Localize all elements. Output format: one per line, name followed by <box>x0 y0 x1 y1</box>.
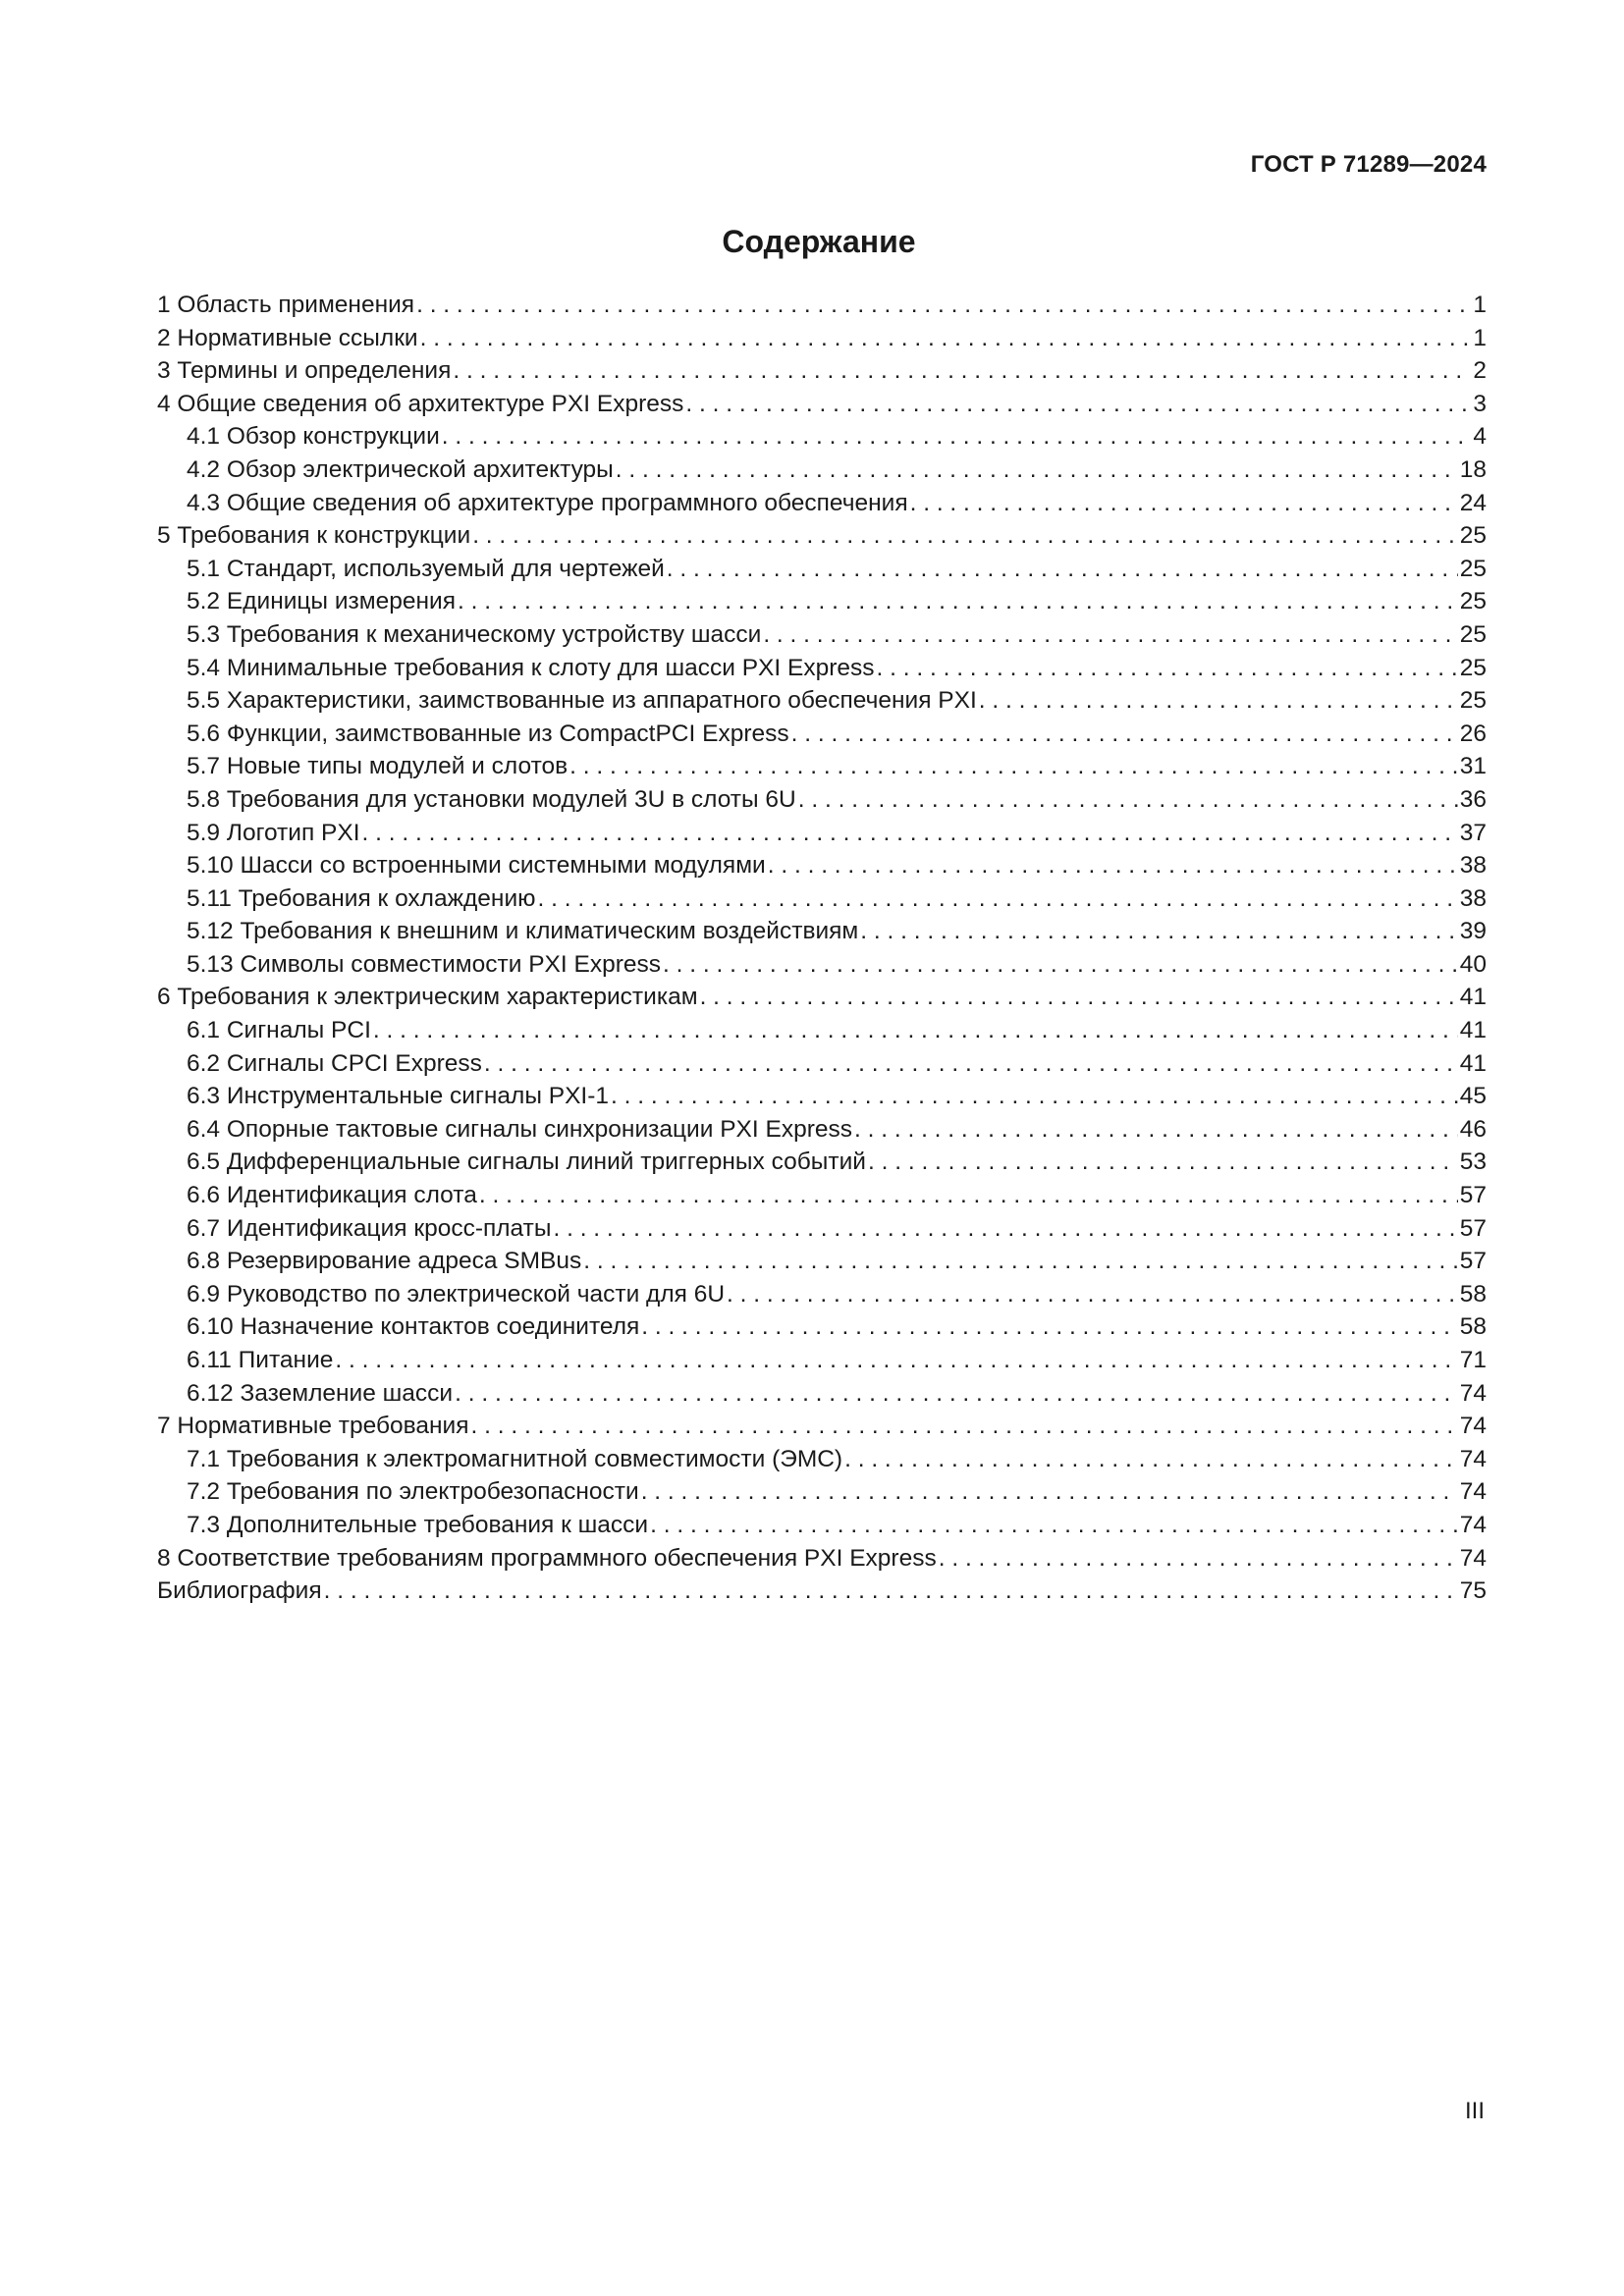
toc-dot-leader <box>667 553 1458 586</box>
toc-entry-label: 8 Соответствие требованиям программного обеспечения PXI Express <box>157 1544 937 1572</box>
toc-entry-page: 57 <box>1459 1182 1487 1209</box>
toc-dot-leader <box>798 783 1458 817</box>
toc-dot-leader <box>611 1080 1458 1113</box>
toc-entry[interactable] <box>157 1179 1487 1212</box>
toc-entry[interactable] <box>157 849 1487 882</box>
toc-entry-label: 5.7 Новые типы модулей и слотов <box>187 753 568 780</box>
toc-entry[interactable] <box>157 618 1487 652</box>
toc-entry[interactable] <box>157 783 1487 817</box>
toc-dot-leader <box>650 1509 1458 1542</box>
toc-entry-label: 5.3 Требования к механическому устройству шасси <box>187 620 762 648</box>
toc-entry-label: 6.11 Питание <box>187 1347 334 1373</box>
toc-entry-page: 39 <box>1459 918 1487 945</box>
toc-entry[interactable] <box>157 354 1487 388</box>
toc-entry[interactable] <box>157 553 1487 586</box>
toc-entry[interactable] <box>157 1245 1487 1278</box>
toc-entry-page: 38 <box>1459 852 1487 880</box>
toc-entry[interactable] <box>157 981 1487 1014</box>
toc-entry[interactable] <box>157 1509 1487 1542</box>
toc-entry[interactable] <box>157 1443 1487 1476</box>
toc-dot-leader <box>700 981 1458 1014</box>
toc-entry-label: 5.13 Символы совместимости PXI Express <box>187 950 662 978</box>
toc-dot-leader <box>455 1377 1458 1411</box>
toc-entry[interactable] <box>157 948 1487 982</box>
toc-entry-label: 5.2 Единицы измерения <box>187 588 456 615</box>
toc-dot-leader <box>854 1113 1458 1147</box>
toc-entry-page: 25 <box>1459 555 1487 582</box>
toc-entry-page: 25 <box>1459 620 1487 648</box>
toc-entry-label: 5.4 Минимальные требования к слоту для шасси PXI Express <box>187 654 875 681</box>
toc-entry-page: 53 <box>1459 1148 1487 1176</box>
toc-entry-label: 6.2 Сигналы CPCI Express <box>187 1049 482 1077</box>
toc-dot-leader <box>868 1146 1458 1179</box>
toc-entry[interactable] <box>157 1542 1487 1575</box>
toc-dot-leader <box>442 420 1472 454</box>
toc-entry-label: 5 Требования к конструкции <box>157 522 471 550</box>
toc-entry-page: 41 <box>1459 1017 1487 1044</box>
toc-entry-page: 74 <box>1459 1544 1487 1572</box>
toc-entry-label: 6.6 Идентификация слота <box>187 1182 477 1209</box>
toc-entry-label: 4.1 Обзор конструкции <box>187 423 440 451</box>
toc-entry[interactable] <box>157 388 1487 421</box>
toc-entry-label: 7.1 Требования к электромагнитной совместимости (ЭМС) <box>187 1445 843 1472</box>
toc-dot-leader <box>569 750 1458 783</box>
toc-dot-leader <box>335 1344 1457 1377</box>
toc-dot-leader <box>471 1410 1458 1443</box>
toc-entry[interactable] <box>157 585 1487 618</box>
toc-dot-leader <box>979 684 1458 718</box>
toc-entry-label: 4.3 Общие сведения об архитектуре программного обеспечения <box>187 489 908 516</box>
toc-dot-leader <box>373 1014 1458 1047</box>
toc-dot-leader <box>685 388 1471 421</box>
toc-entry-page: 74 <box>1459 1445 1487 1472</box>
toc-dot-leader <box>641 1475 1458 1509</box>
toc-dot-leader <box>877 652 1458 685</box>
toc-dot-leader <box>453 354 1471 388</box>
toc-entry-page: 25 <box>1459 588 1487 615</box>
toc-entry-page: 40 <box>1459 950 1487 978</box>
toc-entry-page: 24 <box>1459 489 1487 516</box>
toc-entry-page: 58 <box>1459 1313 1487 1341</box>
toc-entry[interactable] <box>157 420 1487 454</box>
toc-entry[interactable] <box>157 1146 1487 1179</box>
toc-entry[interactable] <box>157 817 1487 850</box>
toc-dot-leader <box>791 718 1458 751</box>
toc-entry-page: 38 <box>1459 884 1487 912</box>
toc-entry-label: 5.5 Характеристики, заимствованные из аппаратного обеспечения PXI <box>187 687 977 715</box>
toc-title: Содержание <box>722 224 916 259</box>
toc-dot-leader <box>553 1212 1457 1246</box>
toc-entry[interactable] <box>157 1278 1487 1311</box>
toc-entry-label: 6.9 Руководство по электрической части для 6U <box>187 1280 726 1308</box>
toc-entry-page: 71 <box>1459 1347 1487 1373</box>
toc-dot-leader <box>727 1278 1458 1311</box>
toc-entry[interactable] <box>157 1575 1487 1608</box>
toc-entry-label: 1 Область применения <box>157 292 415 318</box>
toc-entry-page: 58 <box>1459 1280 1487 1308</box>
toc-entry-page: 46 <box>1459 1115 1487 1143</box>
toc-entry[interactable] <box>157 652 1487 685</box>
toc-dot-leader <box>768 849 1458 882</box>
toc-entry-label: 5.1 Стандарт, используемый для чертежей <box>187 555 665 582</box>
toc-dot-leader <box>324 1575 1458 1608</box>
toc-entry-label: 7.3 Дополнительные требования к шасси <box>187 1511 649 1538</box>
toc-entry-page: 18 <box>1459 455 1487 483</box>
toc-entry-label: 5.12 Требования к внешним и климатическим воздействиям <box>187 918 859 945</box>
toc-entry-page: 75 <box>1459 1577 1487 1605</box>
toc-dot-leader <box>641 1310 1457 1344</box>
toc-dot-leader <box>484 1047 1458 1081</box>
toc-entry-page: 45 <box>1459 1083 1487 1110</box>
toc-entry-label: 6.1 Сигналы PCI <box>187 1017 371 1044</box>
toc-entry-label: 7.2 Требования по электробезопасности <box>187 1478 639 1506</box>
toc-entry-page: 74 <box>1459 1379 1487 1407</box>
toc-entry[interactable] <box>157 1212 1487 1246</box>
toc-entry-page: 36 <box>1459 785 1487 813</box>
toc-entry-page: 25 <box>1459 654 1487 681</box>
toc-entry-page: 1 <box>1473 292 1487 318</box>
toc-dot-leader <box>472 519 1458 553</box>
toc-entry-label: 4.2 Обзор электрической архитектуры <box>187 455 614 483</box>
toc-entry[interactable] <box>157 718 1487 751</box>
toc-entry-page: 57 <box>1459 1214 1487 1242</box>
toc-entry-label: 6.12 Заземление шасси <box>187 1379 454 1407</box>
toc-entry[interactable] <box>157 289 1487 322</box>
toc-entry-page: 74 <box>1459 1478 1487 1506</box>
toc-dot-leader <box>939 1542 1458 1575</box>
toc-dot-leader <box>860 915 1457 948</box>
toc-dot-leader <box>362 817 1458 850</box>
toc-entry-label: 6.5 Дифференциальные сигналы линий триггерных событий <box>187 1148 866 1176</box>
toc-entry-page: 25 <box>1459 687 1487 715</box>
toc-dot-leader <box>458 585 1458 618</box>
toc-entry[interactable] <box>157 1344 1487 1377</box>
toc-entry[interactable] <box>157 487 1487 520</box>
toc-entry-label: 5.11 Требования к охлаждению <box>187 884 536 912</box>
toc-entry-page: 57 <box>1459 1248 1487 1275</box>
toc-entry-page: 74 <box>1459 1511 1487 1538</box>
toc-entry-page: 74 <box>1459 1413 1487 1440</box>
toc-entry-page: 37 <box>1459 819 1487 846</box>
toc-entry-page: 1 <box>1473 324 1487 351</box>
toc-entry[interactable] <box>157 1410 1487 1443</box>
toc-entry-label: 5.6 Функции, заимствованные из CompactPCI Express <box>187 720 789 747</box>
toc-entry-label: 5.10 Шасси со встроенными системными модулями <box>187 852 766 880</box>
toc-entry-label: 3 Термины и определения <box>157 357 452 385</box>
toc-dot-leader <box>420 322 1472 355</box>
toc-entry[interactable] <box>157 1475 1487 1509</box>
toc-dot-leader <box>663 948 1458 982</box>
toc-entry[interactable] <box>157 1014 1487 1047</box>
table-of-contents <box>157 289 1487 1608</box>
toc-entry-page: 41 <box>1459 1049 1487 1077</box>
toc-entry[interactable] <box>157 750 1487 783</box>
toc-entry[interactable] <box>157 1113 1487 1147</box>
standard-code: ГОСТ Р 71289—2024 <box>1250 151 1487 178</box>
toc-entry-label: 7 Нормативные требования <box>157 1413 469 1440</box>
toc-entry-label: 5.8 Требования для установки модулей 3U в слоты 6U <box>187 785 796 813</box>
toc-entry[interactable] <box>157 1377 1487 1411</box>
toc-dot-leader <box>416 289 1471 322</box>
toc-entry-label: 5.9 Логотип PXI <box>187 819 360 846</box>
toc-entry-label: 6 Требования к электрическим характеристикам <box>157 984 698 1011</box>
toc-entry-label: 6.4 Опорные тактовые сигналы синхронизации PXI Express <box>187 1115 852 1143</box>
toc-entry-page: 3 <box>1473 390 1487 417</box>
toc-entry[interactable] <box>157 519 1487 553</box>
toc-entry-page: 2 <box>1473 357 1487 385</box>
toc-dot-leader <box>616 454 1458 487</box>
toc-entry-label: Библиография <box>157 1577 322 1605</box>
toc-dot-leader <box>583 1245 1458 1278</box>
page-number: III <box>1464 2098 1485 2124</box>
toc-entry-page: 4 <box>1473 423 1487 451</box>
toc-entry[interactable] <box>157 684 1487 718</box>
toc-entry[interactable] <box>157 1047 1487 1081</box>
toc-entry[interactable] <box>157 454 1487 487</box>
toc-dot-leader <box>910 487 1458 520</box>
toc-entry[interactable] <box>157 322 1487 355</box>
toc-entry[interactable] <box>157 882 1487 916</box>
toc-dot-leader <box>844 1443 1458 1476</box>
toc-entry[interactable] <box>157 915 1487 948</box>
toc-entry[interactable] <box>157 1080 1487 1113</box>
toc-dot-leader <box>763 618 1457 652</box>
toc-entry-page: 26 <box>1459 720 1487 747</box>
toc-dot-leader <box>479 1179 1458 1212</box>
toc-entry-label: 4 Общие сведения об архитектуре PXI Express <box>157 390 684 417</box>
toc-entry[interactable] <box>157 1310 1487 1344</box>
toc-entry-label: 6.3 Инструментальные сигналы PXI-1 <box>187 1083 610 1110</box>
toc-entry-page: 41 <box>1459 984 1487 1011</box>
toc-entry-label: 6.10 Назначение контактов соединителя <box>187 1313 640 1341</box>
toc-entry-label: 6.7 Идентификация кросс-платы <box>187 1214 552 1242</box>
toc-dot-leader <box>538 882 1458 916</box>
toc-entry-label: 6.8 Резервирование адреса SMBus <box>187 1248 582 1275</box>
toc-entry-page: 25 <box>1459 522 1487 550</box>
toc-entry-label: 2 Нормативные ссылки <box>157 324 418 351</box>
toc-entry-page: 31 <box>1459 753 1487 780</box>
